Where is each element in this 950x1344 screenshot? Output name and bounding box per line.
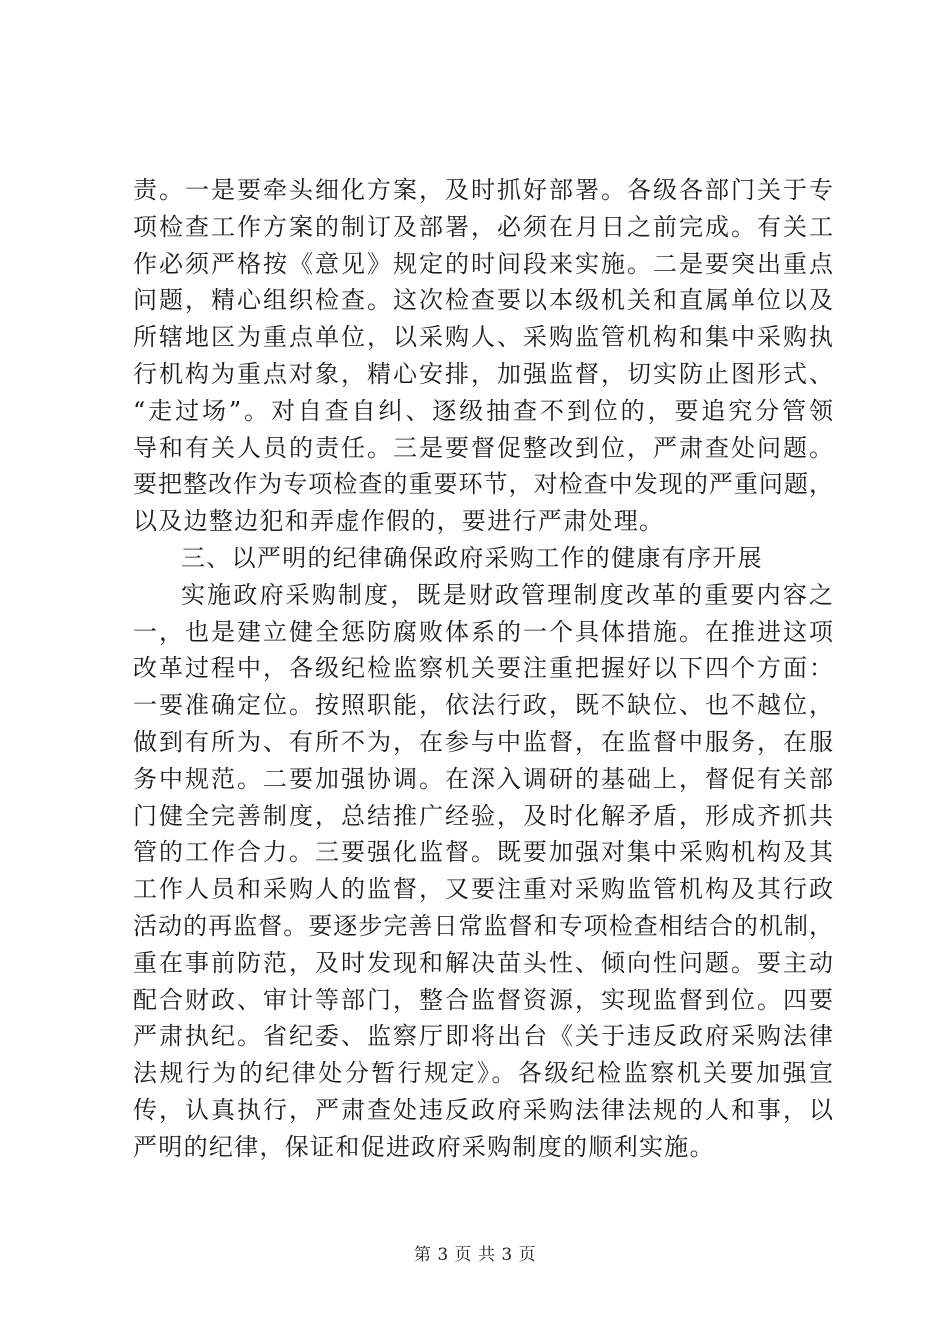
text-line: 严明的纪律，保证和促进政府采购制度的顺利实施。 — [133, 1132, 715, 1161]
text-line: 传，认真执行，严肃查处违反政府采购法律法规的人和事，以 — [133, 1095, 833, 1124]
text-line: 一，也是建立健全惩防腐败体系的一个具体措施。在推进这项 — [133, 617, 833, 646]
text-line: 门健全完善制度，总结推广经验，及时化解矛盾，形成齐抓共 — [133, 801, 833, 830]
text-line: 以及边整边犯和弄虚作假的，要进行严肃处理。 — [133, 507, 665, 536]
text-line: 改革过程中，各级纪检监察机关要注重把握好以下四个方面： — [133, 654, 833, 683]
text-line: 实施政府采购制度，既是财政管理制度改革的重要内容之 — [181, 580, 833, 609]
text-line: 做到有所为、有所不为，在参与中监督，在监督中服务，在服 — [133, 727, 833, 756]
document-body — [133, 172, 833, 1166]
text-line: 活动的再监督。要逐步完善日常监督和专项检查相结合的机制， — [133, 911, 833, 940]
text-line: 配合财政、审计等部门，整合监督资源，实现监督到位。四要 — [133, 985, 833, 1014]
text-line: 导和有关人员的责任。三是要督促整改到位，严肃查处问题。 — [133, 433, 833, 462]
text-line: 要把整改作为专项检查的重要环节，对检查中发现的严重问题， — [133, 470, 833, 499]
text-line: 项检查工作方案的制订及部署，必须在月日之前完成。有关工 — [133, 212, 833, 241]
section-heading: 三、以严明的纪律确保政府采购工作的健康有序开展 — [181, 543, 763, 572]
text-line: 问题，精心组织检查。这次检查要以本级机关和直属单位以及 — [133, 286, 833, 315]
text-line: 工作人员和采购人的监督，又要注重对采购监管机构及其行政 — [133, 875, 833, 904]
text-line: 严肃执纪。省纪委、监察厅即将出台《关于违反政府采购法律 — [133, 1022, 833, 1051]
text-line: 一要准确定位。按照职能，依法行政，既不缺位、也不越位， — [133, 691, 833, 720]
page-number-footer: 第 3 页 共 3 页 — [413, 1245, 537, 1265]
text-line: 务中规范。二要加强协调。在深入调研的基础上，督促有关部 — [133, 764, 833, 793]
text-line: 作必须严格按《意见》规定的时间段来实施。二是要突出重点 — [133, 249, 833, 278]
text-line: 所辖地区为重点单位，以采购人、采购监管机构和集中采购执 — [133, 323, 833, 352]
text-line: 重在事前防范，及时发现和解决苗头性、倾向性问题。要主动 — [133, 948, 833, 977]
text-line: “走过场”。对自查自纠、逐级抽查不到位的，要追究分管领 — [133, 396, 833, 425]
text-line: 管的工作合力。三要强化监督。既要加强对集中采购机构及其 — [133, 838, 833, 867]
text-line: 行机构为重点对象，精心安排，加强监督，切实防止图形式、 — [133, 359, 833, 388]
text-line: 责。一是要牵头细化方案，及时抓好部署。各级各部门关于专 — [133, 176, 833, 204]
text-line: 法规行为的纪律处分暂行规定》。各级纪检监察机关要加强宣 — [133, 1059, 833, 1088]
